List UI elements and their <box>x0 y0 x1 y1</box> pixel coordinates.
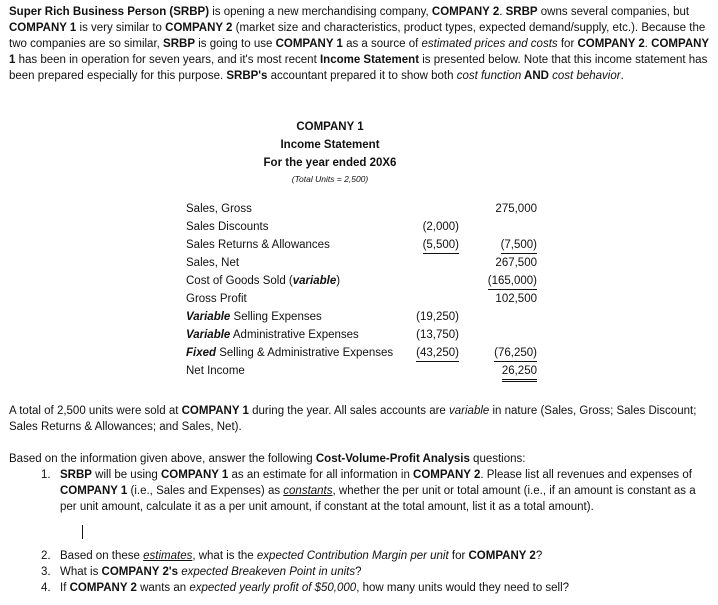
questions-intro: Based on the information given above, answer the following Cost-Volume-Profit Analysis questions: <box>9 453 526 465</box>
income-statement-table <box>186 200 546 380</box>
question-2: 2. Based on these estimates, what is the expected Contribution Margin per unit for COMPANY 2? <box>41 550 543 562</box>
row-total: (7,500) <box>501 237 537 254</box>
table-row <box>186 326 546 344</box>
table-row <box>186 236 546 254</box>
row-detail: (13,750) <box>416 329 459 341</box>
row-total: (165,000) <box>488 273 537 290</box>
table-row <box>186 362 546 380</box>
row-detail: (19,250) <box>416 311 459 323</box>
row-detail: (2,000) <box>422 221 459 233</box>
company-name: COMPANY 1 <box>296 121 364 133</box>
row-label: Sales Returns & Allowances <box>186 239 330 251</box>
row-total: (76,250) <box>494 345 537 362</box>
row-total: 26,250 <box>502 363 537 382</box>
question-number: 3. <box>41 566 51 578</box>
intro-paragraph: Super Rich Business Person (SRBP) is opening a new merchandising company, COMPANY 2. SRBP owns several companies, but COMPANY 1 is very similar to COMPANY 2 (market size and characteristics, product types, expected demand/supply, etc.). Because the two companies are so similar, SRBP is going to use COMPANY 1 as a source of estimated prices and costs for COMPANY 2. COMPANY 1 has been in operation for seven years, and it's most recent Income Statement is presented below. Note that this income statement has been prepared especially for this purpose. SRBP's accountant prepared it to show both cost function AND cost behavior. <box>9 6 709 82</box>
row-label: Net Income <box>186 365 245 377</box>
row-detail: (5,500) <box>423 237 459 254</box>
row-total: 275,000 <box>495 203 537 215</box>
units-note: (Total Units = 2,500) <box>291 174 369 184</box>
row-label: Cost of Goods Sold (variable) <box>186 275 341 287</box>
question-1: 1. SRBP will be using COMPANY 1 as an estimate for all information in COMPANY 2. Please list all revenues and expenses of COMPANY 1 (i.e., Sales and Expenses) as constants, whether the per unit or total amount (i.e., if an amount is constant as a per unit amount, calculate it as a per unit amount, if constant at the total amount, list it as a total amount). <box>41 469 696 513</box>
question-3: 3. What is COMPANY 2's expected Breakeven Point in units? <box>41 566 362 578</box>
row-label: Sales, Net <box>186 257 240 269</box>
row-label: Sales, Gross <box>186 203 252 215</box>
statement-title: Income Statement <box>280 139 380 151</box>
question-number: 2. <box>41 550 51 562</box>
units-paragraph: A total of 2,500 units were sold at COMPANY 1 during the year. All sales accounts are variable in nature (Sales, Gross; Sales Discount; Sales Returns & Allowances; and Sales, Net). <box>9 405 697 433</box>
statement-heading <box>220 118 440 186</box>
table-row <box>186 218 546 236</box>
row-detail: (43,250) <box>416 345 459 362</box>
row-label: Variable Selling Expenses <box>186 311 322 323</box>
table-row <box>186 308 546 326</box>
table-row <box>186 344 546 362</box>
row-label: Gross Profit <box>186 293 247 305</box>
question-4: 4. If COMPANY 2 wants an expected yearly profit of $50,000, how many units would they need to sell? <box>41 582 570 594</box>
row-label: Variable Administrative Expenses <box>186 329 359 341</box>
statement-period: For the year ended 20X6 <box>263 157 397 169</box>
row-total: 267,500 <box>495 257 537 269</box>
row-total: 102,500 <box>495 293 537 305</box>
row-label: Fixed Selling & Administrative Expenses <box>186 347 394 359</box>
text-cursor[interactable] <box>82 525 83 539</box>
table-row <box>186 200 546 218</box>
question-number: 4. <box>41 582 51 594</box>
row-label: Sales Discounts <box>186 221 269 233</box>
question-number: 1. <box>41 469 51 481</box>
table-row <box>186 254 546 272</box>
table-row <box>186 290 546 308</box>
table-row <box>186 272 546 290</box>
